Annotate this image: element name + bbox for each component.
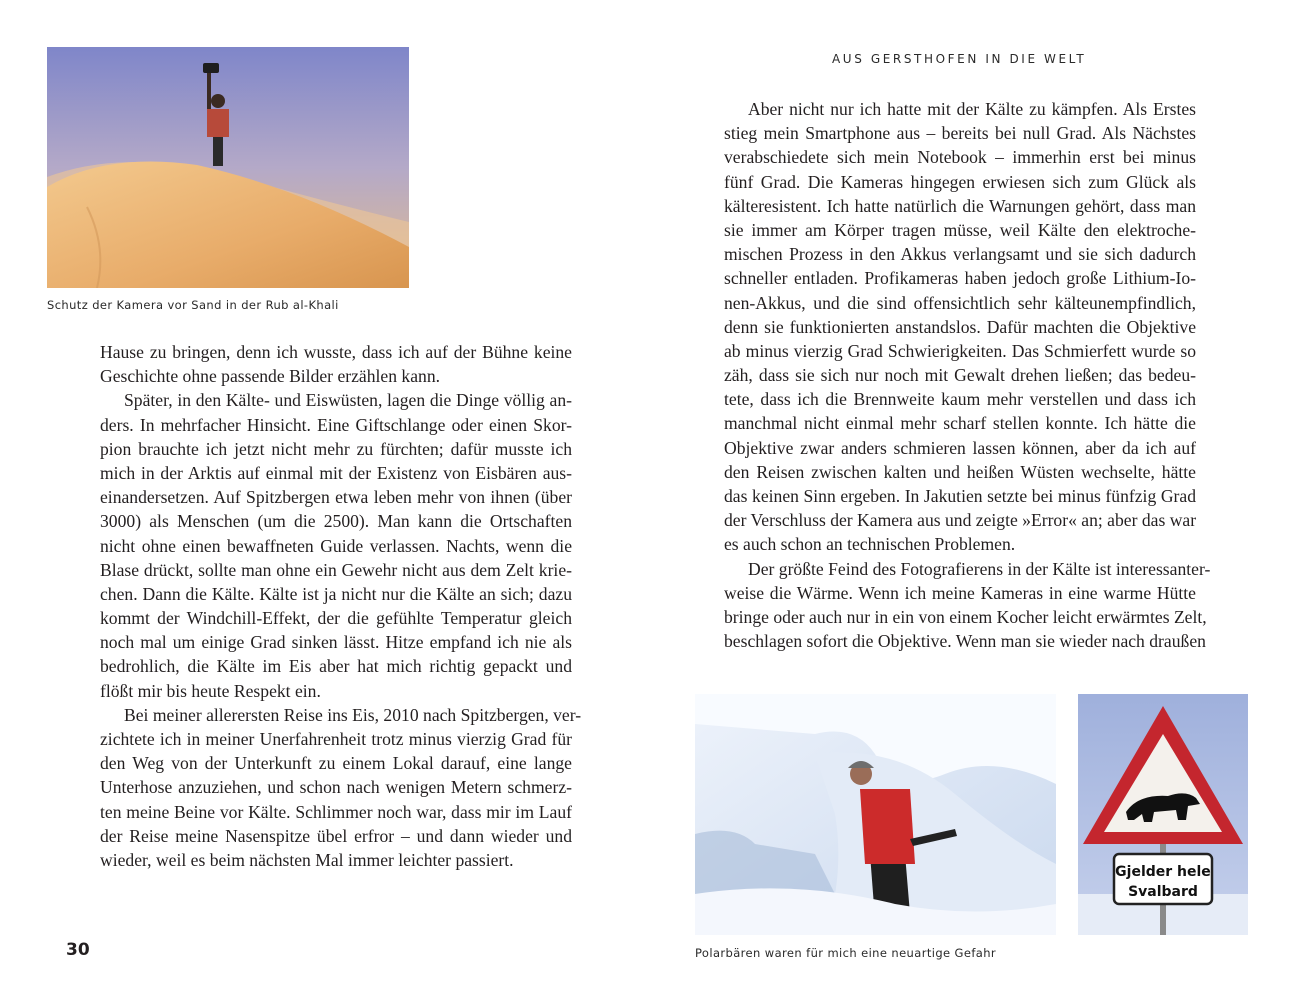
- desert-photo-caption: Schutz der Kamera vor Sand in der Rub al-Khali: [47, 298, 339, 312]
- text-line: Aber nicht nur ich hatte mit der Kälte zu kämpfen. Als Erstes: [748, 99, 1196, 119]
- text-line: ten meine Beine vor Kälte. Schlimmer noch war, dass mir im Lauf: [100, 801, 572, 822]
- text-line: zichtete ich in meiner Unerfahrenheit trotz minus vierzig Grad für: [100, 729, 572, 749]
- text-line: nen-Akkus, und die sind offensichtlich sehr kälteunempfindlich,: [724, 292, 1196, 313]
- text-line: bedrohlich, die Kälte im Eis aber hat mich richtig gepackt und: [100, 656, 572, 677]
- polar-photo-caption: Polarbären waren für mich eine neuartige Gefahr: [695, 946, 997, 960]
- text-line: Blase drückt, sollte man ohne ein Gewehr nicht aus dem Zelt krie-: [100, 559, 572, 580]
- text-line: einandersetzen. Auf Spitzbergen etwa leben mehr von ihnen (über: [100, 487, 572, 508]
- text-line: Bei meiner allerersten Reise ins Eis, 2010 nach Spitzbergen, ver-: [124, 704, 582, 725]
- text-line: pion brauchte ich jetzt nicht mehr zu fürchten; dafür musste ich: [100, 438, 572, 459]
- text-line: Objektive zwar anders schmieren lassen können, aber da ich auf: [724, 437, 1196, 458]
- text-line: mischen Prozess in den Akkus verlangsamt und sie sich dadurch: [724, 244, 1196, 265]
- text-line: bringe oder auch nur in ein von einem Kocher leicht erwärmtes Zelt,: [724, 606, 1207, 627]
- text-line: tete, dass ich die Brennweite kaum mehr verstellen und dass ich: [724, 389, 1196, 410]
- text-line: noch mal um einige Grad sinken lässt. Hitze empfand ich nie als: [100, 632, 572, 653]
- text-line: wieder, weil es beim nächsten Mal immer leichter passiert.: [100, 849, 514, 870]
- text-line: nicht ohne einen bewaffneten Guide verlassen. Nachts, wenn die: [100, 535, 572, 556]
- text-line: sie immer am Körper tragen müsse, weil Kälte den elektroche-: [724, 219, 1196, 240]
- polar-bear-sign-photo: [1078, 694, 1248, 935]
- page-number: 30: [66, 940, 90, 960]
- text-line: der Verschluss der Kamera aus und zeigte »Error« an; aber das war: [724, 510, 1197, 531]
- text-line: flößt mir bis heute Respekt ein.: [100, 680, 321, 701]
- right-body-text: [724, 97, 1211, 653]
- text-line: ders. In mehrfacher Hinsicht. Eine Giftschlange oder einen Skor-: [100, 414, 572, 435]
- text-line: mich in der Arktis auf einmal mit der Existenz von Eisbären aus-: [100, 462, 572, 483]
- text-line: verabschiedete sich mein Notebook – immerhin erst bei minus: [724, 147, 1196, 168]
- text-line: denn sie funktionierten anstandslos. Dafür machten die Objektive: [724, 316, 1196, 337]
- text-line: es auch schon an technischen Problemen.: [724, 534, 1016, 555]
- snow-photo: [695, 694, 1056, 935]
- running-head: AUS GERSTHOFEN IN DIE WELT: [832, 52, 1087, 66]
- desert-photo: [47, 47, 409, 288]
- text-line: beschlagen sofort die Objektive. Wenn man sie wieder nach draußen: [724, 631, 1206, 652]
- text-line: Geschichte ohne passende Bilder erzählen kann.: [100, 366, 441, 387]
- text-line: fünf Grad. Die Kameras hingegen erwiesen sich zum Glück als: [724, 171, 1196, 192]
- text-line: das keinen Sinn ergeben. In Jakutien setzte bei minus fünfzig Grad: [724, 486, 1196, 506]
- text-line: Unterhose anzuziehen, und schon nach wenigen Metern schmerz-: [100, 777, 572, 798]
- text-line: chen. Dann die Kälte. Kälte ist ja nicht nur die Kälte an sich; dazu: [100, 583, 572, 604]
- sign-line-1: Gjelder hele: [1115, 864, 1211, 880]
- text-line: der Reise meine Nasenspitze übel erfror – und dann wieder und: [100, 825, 572, 846]
- text-line: zäh, dass sie sich nur noch mit Gewalt drehen ließen; das bedeu-: [724, 365, 1196, 386]
- text-line: weise die Wärme. Wenn ich meine Kameras in eine warme Hütte: [724, 582, 1196, 603]
- text-line: 3000) als Menschen (um die 2500). Man kann die Ortschaften: [100, 511, 572, 532]
- text-line: kommt der Windchill-Effekt, der die gefühlte Temperatur gleich: [100, 608, 572, 629]
- sign-line-2: Svalbard: [1128, 884, 1198, 900]
- text-line: Später, in den Kälte- und Eiswüsten, lagen die Dinge völlig an-: [124, 390, 572, 411]
- text-line: manchmal nicht einmal mehr scharf stellen konnte. Ich hätte die: [724, 413, 1196, 434]
- text-line: ab minus vierzig Grad Schwierigkeiten. Das Schmierfett wurde so: [724, 340, 1196, 361]
- text-line: Der größte Feind des Fotografierens in der Kälte ist interessanter-: [748, 558, 1211, 579]
- text-line: schneller entladen. Profikameras haben jedoch große Lithium-Io-: [724, 268, 1196, 289]
- text-line: den Reisen zwischen kalten und heißen Wüsten wechselte, hätte: [724, 461, 1196, 482]
- text-line: kälteresistent. Ich hatte natürlich die Warnungen gehört, dass man: [724, 195, 1196, 216]
- text-line: Hause zu bringen, denn ich wusste, dass ich auf der Bühne keine: [100, 342, 572, 362]
- left-body-text: [100, 340, 582, 872]
- text-line: stieg mein Smartphone aus – bereits bei null Grad. Als Nächstes: [724, 123, 1196, 144]
- text-line: den Weg von der Unterkunft zu einem Lokal darauf, eine lange: [100, 753, 572, 774]
